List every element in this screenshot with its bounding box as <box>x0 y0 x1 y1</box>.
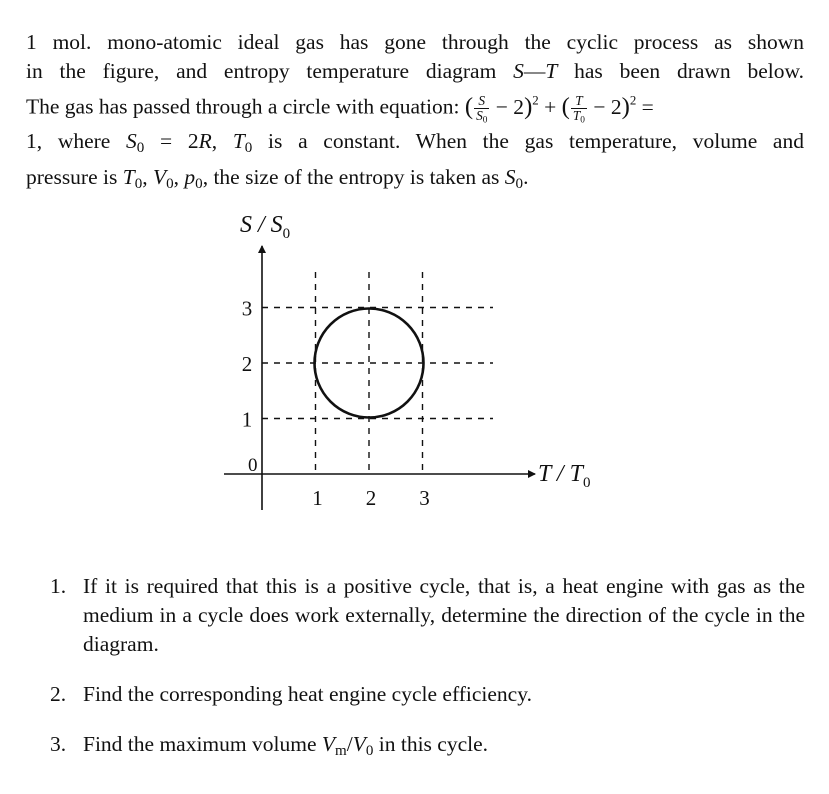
question-text: Find the corresponding heat engine cycle efficiency. <box>83 682 532 706</box>
y-axis-label: S / $S_0$ <box>240 212 291 242</box>
problem-line-5: pressure is $T_0$, $V_0$, $p_0$, the size of the entropy is taken as $S_0$. <box>26 164 529 192</box>
problem-line-2: in the figure, and entropy temperature diagram S—T has been drawn below. <box>26 59 804 83</box>
problem-line-3: The gas has passed through a circle with equation: ( $\frac{S}{S_0}$ − 2)$^2$ + ( $\frac{T}{T_0}$ − 2)$^2$ = <box>26 92 654 125</box>
question-number: 3. <box>50 732 67 756</box>
dashed-grid <box>262 272 493 474</box>
question-text: Find the maximum volume $V_m/V_0$ in this cycle. <box>83 732 489 759</box>
x-tick-label-2: 2 <box>365 486 377 510</box>
question-list <box>50 572 805 787</box>
y-tick-label-1: 1 <box>241 407 253 432</box>
question-3 <box>50 730 805 766</box>
x-axis-label: T / $T_0$ <box>538 461 591 491</box>
question-number: 1. <box>50 574 67 598</box>
problem-line-1: 1 mol. mono-atomic ideal gas has gone through the cyclic process as shown <box>26 30 804 54</box>
x-tick-label-1: 1 <box>312 486 323 510</box>
question-text: If it is required that this is a positive cycle, that is, a heat engine with gas as the medium in a cycle does work externally, determine the direction of the cycle in the diagram. <box>83 574 805 656</box>
y-tick-label-2: 2 <box>241 352 253 376</box>
y-tick-label-3: 3 <box>241 296 253 321</box>
question-1 <box>50 572 805 659</box>
origin-label: 0 <box>248 455 258 476</box>
x-tick-label-3: 3 <box>419 486 430 510</box>
problem-line-4: 1, where $S_0 = 2R$, $T_0$ is a constant. When the gas temperature, volume and <box>26 128 804 156</box>
question-2 <box>50 680 805 709</box>
question-number: 2. <box>50 682 67 706</box>
circle-equation: ( $\frac{S}{S_0}$ − 2)$^2$ + ( $\frac{T}{T_0}$ − 2)$^2$ = <box>464 92 654 125</box>
